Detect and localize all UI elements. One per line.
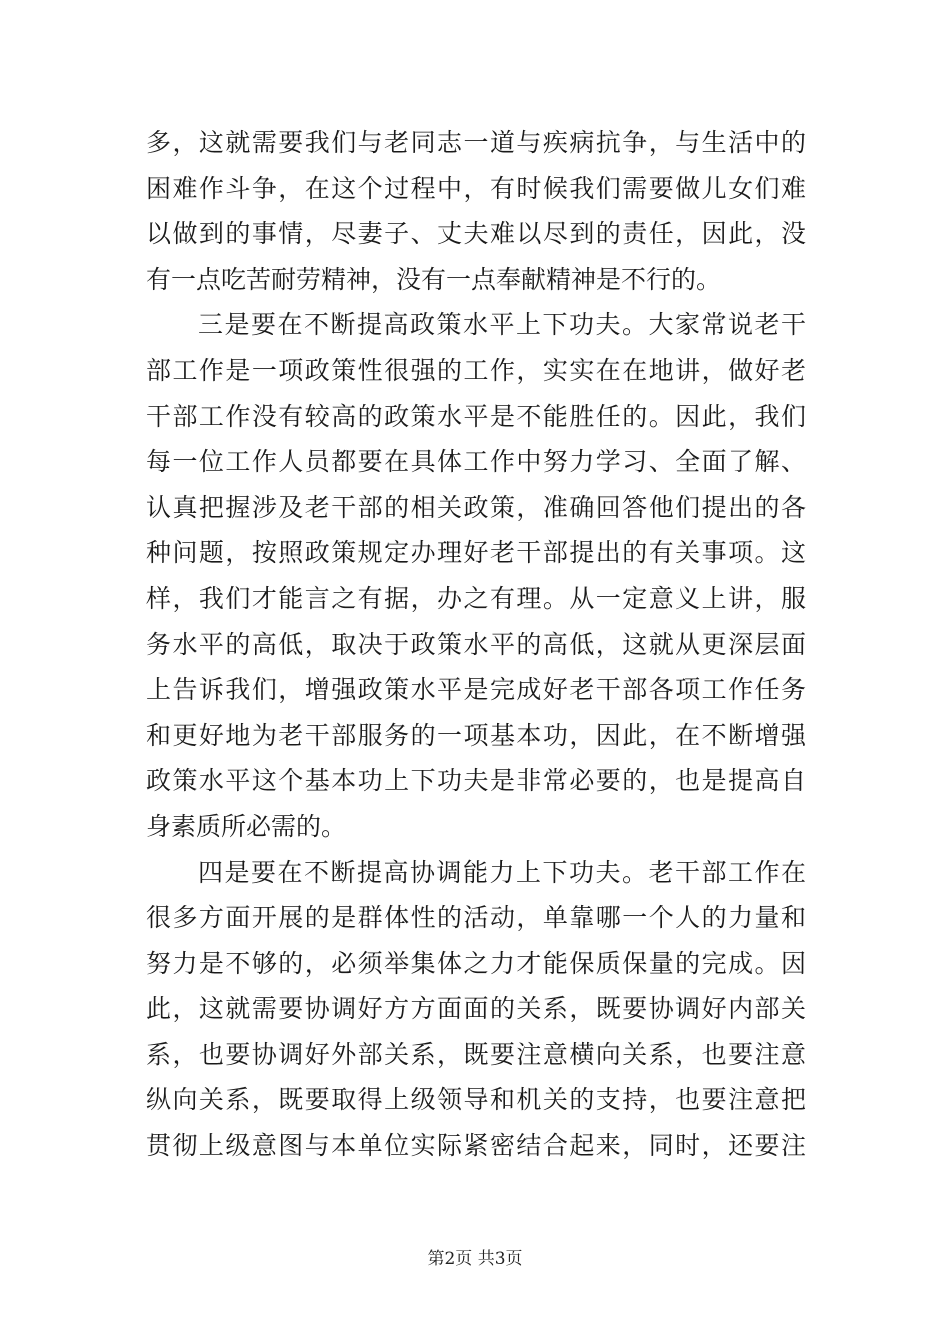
- paragraph-4-heading-line: 四是要在不断提高协调能力上下功夫。老干部工作在: [198, 857, 806, 887]
- text-line-9: 认真把握涉及老干部的相关政策，准确回答他们提出的各: [146, 492, 806, 522]
- text-line-6: 部工作是一项政策性很强的工作，实实在在地讲，做好老: [146, 355, 806, 385]
- text-line-15: 政策水平这个基本功上下功夫是非常必要的，也是提高自: [146, 766, 806, 796]
- text-line-7: 干部工作没有较高的政策水平是不能胜任的。因此，我们: [146, 401, 806, 431]
- text-line-18: 很多方面开展的是群体性的活动，单靠哪一个人的力量和: [146, 903, 806, 933]
- paragraph-3-heading-line: 三是要在不断提高政策水平上下功夫。大家常说老干: [198, 310, 806, 340]
- text-line-8: 每一位工作人员都要在具体工作中努力学习、全面了解、: [146, 447, 806, 477]
- text-line-19: 努力是不够的，必须举集体之力才能保质保量的完成。因: [146, 948, 806, 978]
- text-line-16: 身素质所必需的。: [146, 811, 347, 841]
- text-line-23: 贯彻上级意图与本单位实际紧密结合起来，同时，还要注: [146, 1131, 806, 1161]
- text-line-20: 此，这就需要协调好方方面面的关系，既要协调好内部关: [146, 994, 806, 1024]
- text-line-21: 系，也要协调好外部关系，既要注意横向关系，也要注意: [146, 1039, 806, 1069]
- text-line-14: 和更好地为老干部服务的一项基本功，因此，在不断增强: [146, 720, 806, 750]
- text-line-3: 以做到的事情，尽妻子、丈夫难以尽到的责任，因此，没: [146, 219, 806, 249]
- page-footer: 第2页 共3页: [427, 1249, 523, 1269]
- text-line-4: 有一点吃苦耐劳精神，没有一点奉献精神是不行的。: [146, 264, 722, 294]
- text-line-2: 困难作斗争，在这个过程中，有时候我们需要做儿女们难: [146, 173, 806, 203]
- text-line-10: 种问题，按照政策规定办理好老干部提出的有关事项。这: [146, 538, 806, 568]
- text-line-11: 样，我们才能言之有据，办之有理。从一定意义上讲，服: [146, 583, 806, 613]
- text-line-13: 上告诉我们，增强政策水平是完成好老干部各项工作任务: [146, 675, 806, 705]
- text-line-22: 纵向关系，既要取得上级领导和机关的支持，也要注意把: [146, 1085, 806, 1115]
- text-line-1: 多，这就需要我们与老同志一道与疾病抗争，与生活中的: [146, 128, 806, 157]
- document-body: [146, 120, 806, 1169]
- text-line-12: 务水平的高低，取决于政策水平的高低，这就从更深层面: [146, 629, 806, 659]
